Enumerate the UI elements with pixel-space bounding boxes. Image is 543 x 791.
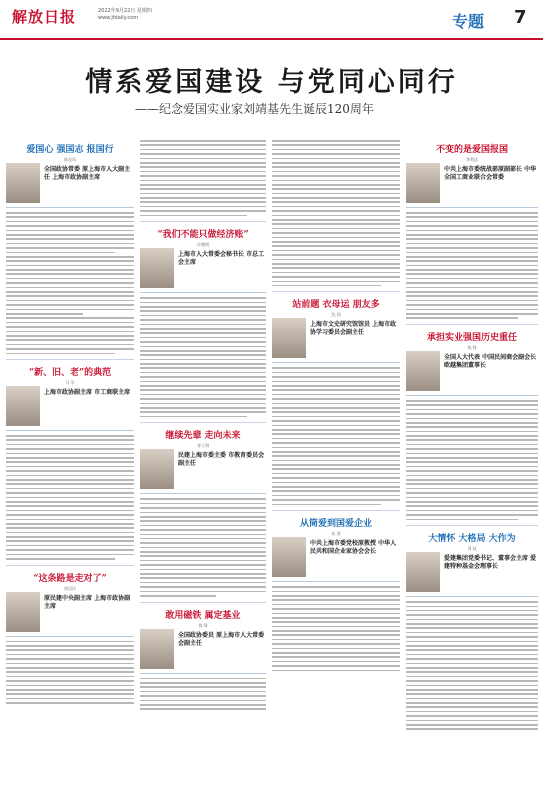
issue-date: 2022年9月22日 星期四 xyxy=(98,8,152,14)
article-header xyxy=(406,529,538,597)
article-kicker: 不变的是爱国报国 xyxy=(435,145,508,155)
article-body xyxy=(406,601,538,730)
article-body xyxy=(140,297,266,417)
article-author: 马 军 xyxy=(65,380,75,386)
website: www.jfdaily.com xyxy=(98,15,139,21)
article-kicker: 敢用磁铁 属定基业 xyxy=(165,610,241,621)
article-body xyxy=(406,212,538,319)
author-photo xyxy=(140,629,174,669)
article-author-title: 中共上海市委统战部原副部长 中华全国工商业联合会常委 xyxy=(444,166,537,181)
article-kicker: “我们不能只做经济账” xyxy=(157,230,249,241)
article-body xyxy=(272,367,400,505)
article-author: 钱 锋 xyxy=(198,622,208,628)
article-author-title: 上海市政协副主席 市工商联主席 xyxy=(44,389,131,397)
article-header xyxy=(140,426,266,494)
author-photo xyxy=(6,386,40,426)
newspaper-logo: 解放日报 xyxy=(12,8,77,26)
article-body xyxy=(140,498,266,596)
page-title: 情系爱国建设 与党同心同行 xyxy=(85,67,458,98)
article-author-title: 全国政协委员 原上海市人大常委会副主任 xyxy=(178,631,265,647)
article-header xyxy=(406,328,538,396)
article-header xyxy=(406,140,538,208)
article-body xyxy=(6,435,134,560)
article-kicker: 继续先辈 走向未来 xyxy=(165,431,241,442)
article-author: 刘 权 xyxy=(467,546,477,552)
article-header xyxy=(6,363,134,431)
article-author-title: 爱建集团党委书记、董事会主席 爱建特种基金会理事长 xyxy=(444,555,537,571)
article-kicker: 大情怀 大格局 大作为 xyxy=(428,534,516,545)
article-author: 沈 翔 xyxy=(331,312,341,318)
article-author-title: 全国政协常委 原上海市人大副主任 上海市政协副主席 xyxy=(44,166,131,181)
author-photo xyxy=(406,163,440,203)
author-photo xyxy=(6,163,40,203)
article-author-title: 上海市人大常委会秘书长 市总工会主席 xyxy=(178,251,265,267)
column-4 xyxy=(406,140,538,780)
article-header xyxy=(272,514,400,582)
article-body xyxy=(272,140,400,286)
section-label: 专题 xyxy=(452,12,485,31)
article-body xyxy=(6,641,134,704)
article-header xyxy=(6,140,134,208)
article-author-title: 民建上海市委主委 市教育委员会副主任 xyxy=(178,452,265,468)
author-photo xyxy=(406,351,440,391)
article-author-title: 全国人大代表 中国民间商会副会长 欧越集团董事长 xyxy=(444,353,537,369)
article-kicker: 站前题 衣母运 朋友多 xyxy=(292,300,380,311)
author-photo xyxy=(6,592,40,632)
page-number: 7 xyxy=(514,7,527,28)
column-3 xyxy=(272,140,400,780)
page-subtitle: ——纪念爱国实业家刘靖基先生诞辰120周年 xyxy=(135,102,374,116)
date-line xyxy=(98,8,152,22)
article-body xyxy=(140,140,266,216)
article-author: 陈良凤 xyxy=(64,157,76,162)
article-kicker: 承担实业强国历史重任 xyxy=(426,332,517,343)
column-1 xyxy=(6,140,134,780)
column-2 xyxy=(140,140,266,780)
author-photo xyxy=(272,318,306,358)
article-body xyxy=(272,586,400,671)
article-author-title: 上海市文史研究馆馆员 上海市政协学习委员会副主任 xyxy=(310,321,397,337)
author-photo xyxy=(140,449,174,489)
article-author: 钱 锋 xyxy=(467,344,477,350)
author-photo xyxy=(406,552,440,592)
article-author-title: 中共上海市委党校原教授 中华人民共和国企业家协会会长 xyxy=(310,540,397,556)
article-header xyxy=(140,225,266,293)
article-author: 周汉民 xyxy=(64,585,76,591)
author-photo xyxy=(272,537,306,577)
article-body xyxy=(140,678,266,710)
article-body xyxy=(406,400,538,520)
article-header xyxy=(6,569,134,637)
masthead xyxy=(0,0,543,40)
article-author: 孙 涛 xyxy=(331,531,341,537)
article-kicker: 爱国心 强国志 报国行 xyxy=(26,145,114,155)
article-kicker: “新、旧、老”的典范 xyxy=(28,368,112,379)
article-author: 李利达 xyxy=(466,157,478,162)
article-kicker: “这条路是走对了” xyxy=(33,573,107,584)
article-author: 许德明 xyxy=(197,242,209,248)
article-header xyxy=(272,295,400,363)
article-author: 寿子琪 xyxy=(197,443,209,449)
article-kicker: 从筒爱到国爱企业 xyxy=(299,519,372,530)
article-author-title: 原民建中央副主席 上海市政协副主席 xyxy=(44,594,131,610)
article-header xyxy=(140,606,266,674)
article-body xyxy=(6,212,134,354)
author-photo xyxy=(140,248,174,288)
